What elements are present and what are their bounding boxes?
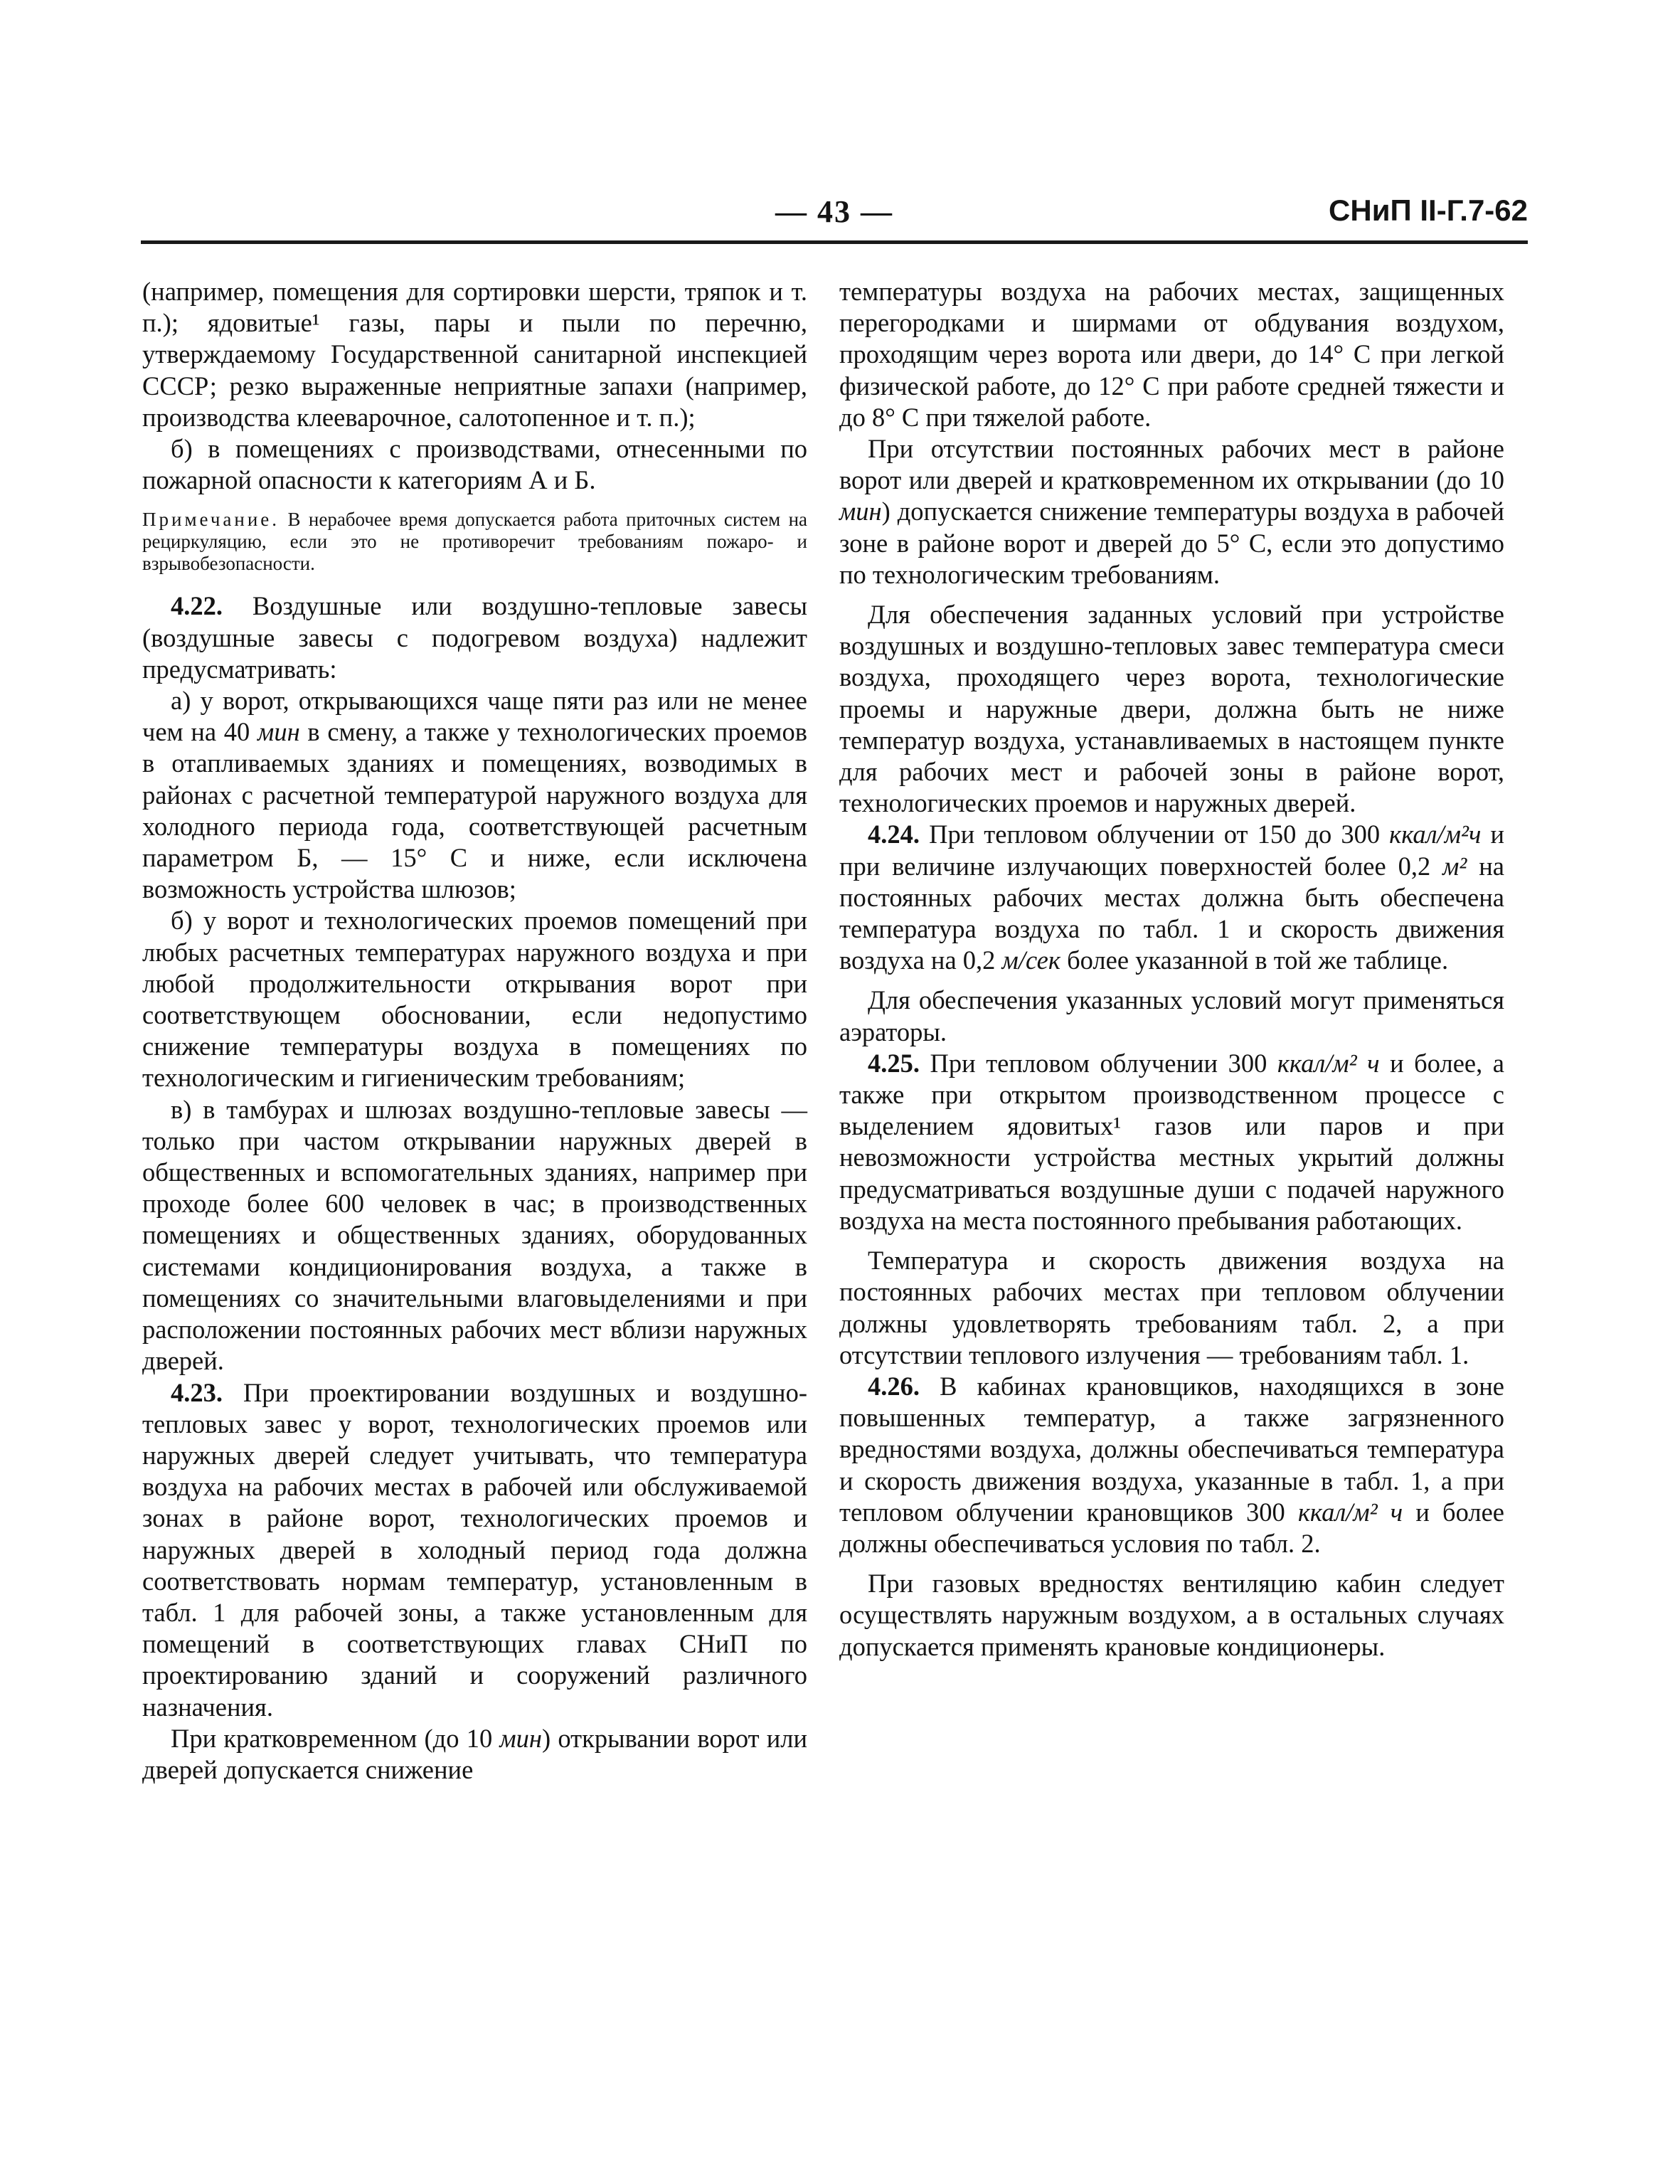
- paragraph-crane-cabins: При газовых вредностях вентиляцию кабин следует осуществлять наружным воздухом, а в остальных случаях допускается применять крановые кондиционеры.: [839, 1569, 1504, 1661]
- section-text-2: и при величине излучающих поверхностей более 0,2: [839, 820, 1504, 881]
- paragraph-continuation: температуры воздуха на рабочих местах, защищенных перегородками и ширмами от обдувания воздухом, проходящим через ворота или двери, до 14° С при легкой физической работе, до 12° С при работе средней тяжести и до 8° С при тяжелой работе.: [839, 277, 1504, 432]
- note-text: В нерабочее время допускается работа приточных систем на рециркуляцию, если это не противоречит требованиям пожаро- и взрывобезопасности.: [142, 509, 807, 575]
- section-text-3: на постоянных рабочих местах должна быть обеспечена температура воздуха по табл. 1 и скорость движения воздуха на 0,2: [839, 851, 1505, 975]
- document-code: СНиП II-Г.7-62: [1329, 194, 1528, 227]
- header-rule: [141, 240, 1528, 244]
- item-a-text-2: в смену, а также у технологических проемов в отапливаемых зданиях и помещениях, возводимых в районах с расчетной температурой наружного воздуха для холодного периода года, соответствующей расчетным параметром Б, — 15° С и ниже, если исключена возможность устройства шлюзов;: [142, 717, 808, 904]
- section-text-1: При тепловом облучении 300: [920, 1048, 1277, 1078]
- section-text: При проектировании воздушных и воздушно-тепловых завес у ворот, технологических проемов или наружных дверей следует учитывать, что температура воздуха на рабочих местах в рабочей или обслуживаемой зонах в районе ворот, технологических проемов и наружных дверей в холодный период года должна соответствовать нормам температур, установленным в табл. 1 для рабочей зоны, а также установленным для помещений в соответствующих главах СНиП по проектированию зданий и сооружений различного назначения.: [142, 1377, 807, 1722]
- item-v: в) в тамбурах и шлюзах воздушно-тепловые завесы — только при частом открывании наружных дверей в общественных и вспомогательных зданиях, например при проходе более 600 человек в час; в производственных помещениях и общественных зданиях, оборудованных системами кондиционирования воздуха, а также в помещениях со значительными влаговыделениями и при расположении постоянных рабочих мест вблизи наружных дверей.: [142, 1094, 807, 1376]
- paragraph-continuation: (например, помещения для сортировки шерсти, тряпок и т. п.); ядовитые¹ газы, пары и пыли по перечню, утверждаемому Государственной санитарной инспекцией СССР; резко выраженные неприятные запахи (например, производства клееварочное, салотопенное и т. п.);: [142, 277, 807, 432]
- section-number: 4.23.: [171, 1377, 223, 1407]
- unit-m2: м²: [1442, 851, 1467, 881]
- section-number: 4.22.: [171, 591, 223, 621]
- section-4-22: [142, 590, 807, 685]
- page-number: — 43 —: [775, 194, 893, 229]
- paragraph-aerators: Для обеспечения указанных условий могут применяться аэраторы.: [839, 985, 1504, 1046]
- paragraph-temperature-speed: Температура и скорость движения воздуха на постоянных рабочих местах при тепловом облучении должны удовлетворять требованиям табл. 2, а при отсутствии теплового излучения — требованиям табл. 1.: [839, 1246, 1504, 1369]
- section-4-24: [839, 819, 1504, 976]
- section-text-1: При тепловом облучении от 150 до 300: [920, 820, 1390, 849]
- item-b: б) у ворот и технологических проемов помещений при любых расчетных температурах наружного воздуха и при любой продолжительности открывания ворот при соответствующем обосновании, если недопустимо снижение температуры воздуха в помещениях по технологическим и гигиеническим требованиям;: [142, 906, 807, 1093]
- section-text-2: и более должны обеспечиваться условия по табл. 2.: [839, 1497, 1504, 1558]
- paragraph-text-1: При кратковременном (до 10: [171, 1723, 500, 1753]
- unit-min: мин: [839, 497, 882, 526]
- paragraph-text-1: При отсутствии постоянных рабочих мест в районе ворот или дверей и кратковременном их открывании (до 10: [839, 434, 1504, 495]
- section-number: 4.24.: [868, 820, 920, 849]
- unit-kcal: ккал/м²ч: [1389, 820, 1482, 849]
- section-number: 4.25.: [868, 1048, 920, 1078]
- section-text-2: и более, а также при открытом производственном процессе с выделением ядовитых¹ газов или паров и при невозможности устройства местных укрытий должны предусматриваться воздушные души с подачей наружного воздуха на места постоянного пребывания работающих.: [839, 1048, 1504, 1235]
- item-a: [142, 685, 807, 905]
- left-column: [142, 276, 807, 1786]
- paragraph-no-workplaces: [839, 433, 1504, 590]
- paragraph-text-2: ) допускается снижение температуры воздуха в рабочей зоне в районе ворот и дверей до 5° С, если это допустимо по технологическим требованиям.: [839, 497, 1504, 589]
- unit-kcal: ккал/м² ч: [1277, 1048, 1380, 1078]
- section-number: 4.26.: [868, 1371, 920, 1401]
- paragraph-short-opening: [142, 1723, 807, 1786]
- page-header: [141, 194, 1528, 229]
- section-4-23: [142, 1377, 807, 1723]
- item-b-fire-categories: б) в помещениях с производствами, отнесенными по пожарной опасности к категориям А и Б.: [142, 434, 807, 495]
- right-column: [839, 276, 1504, 1663]
- paragraph-text-2: ) открывании ворот или дверей допускается снижение: [142, 1723, 807, 1784]
- paragraph-air-curtain-conditions: Для обеспечения заданных условий при устройстве воздушных и воздушно-тепловых завес температура смеси воздуха, проходящего через ворота, технологические проемы и наружные двери, должна быть не ниже температур воздуха, устанавливаемых в настоящем пункте для рабочих мест и рабочей зоны в районе ворот, технологических проемов и наружных дверей.: [839, 600, 1504, 818]
- section-text: Воздушные или воздушно-тепловые завесы (воздушные завесы с подогревом воздуха) надлежит предусматривать:: [142, 591, 807, 684]
- note-label: Примечание.: [142, 509, 280, 531]
- unit-min: мин: [499, 1723, 543, 1753]
- note: [142, 509, 807, 575]
- unit-min: мин: [257, 717, 300, 747]
- unit-kcal: ккал/м² ч: [1297, 1497, 1403, 1527]
- unit-m-sec: м/сек: [1001, 945, 1060, 975]
- section-4-26: [839, 1371, 1504, 1559]
- section-text-1: В кабинах крановщиков, находящихся в зоне повышенных температур, а также загрязненного вредностями воздуха, должны обеспечиваться температура и скорость движения воздуха, указанные в табл. 1, а при тепловом облучении крановщиков 300: [839, 1371, 1504, 1527]
- section-text-4: более указанной в той же таблице.: [1060, 945, 1449, 975]
- section-4-25: [839, 1048, 1504, 1236]
- item-a-text-1: а) у ворот, открывающихся чаще пяти раз или не менее чем на 40: [142, 686, 807, 747]
